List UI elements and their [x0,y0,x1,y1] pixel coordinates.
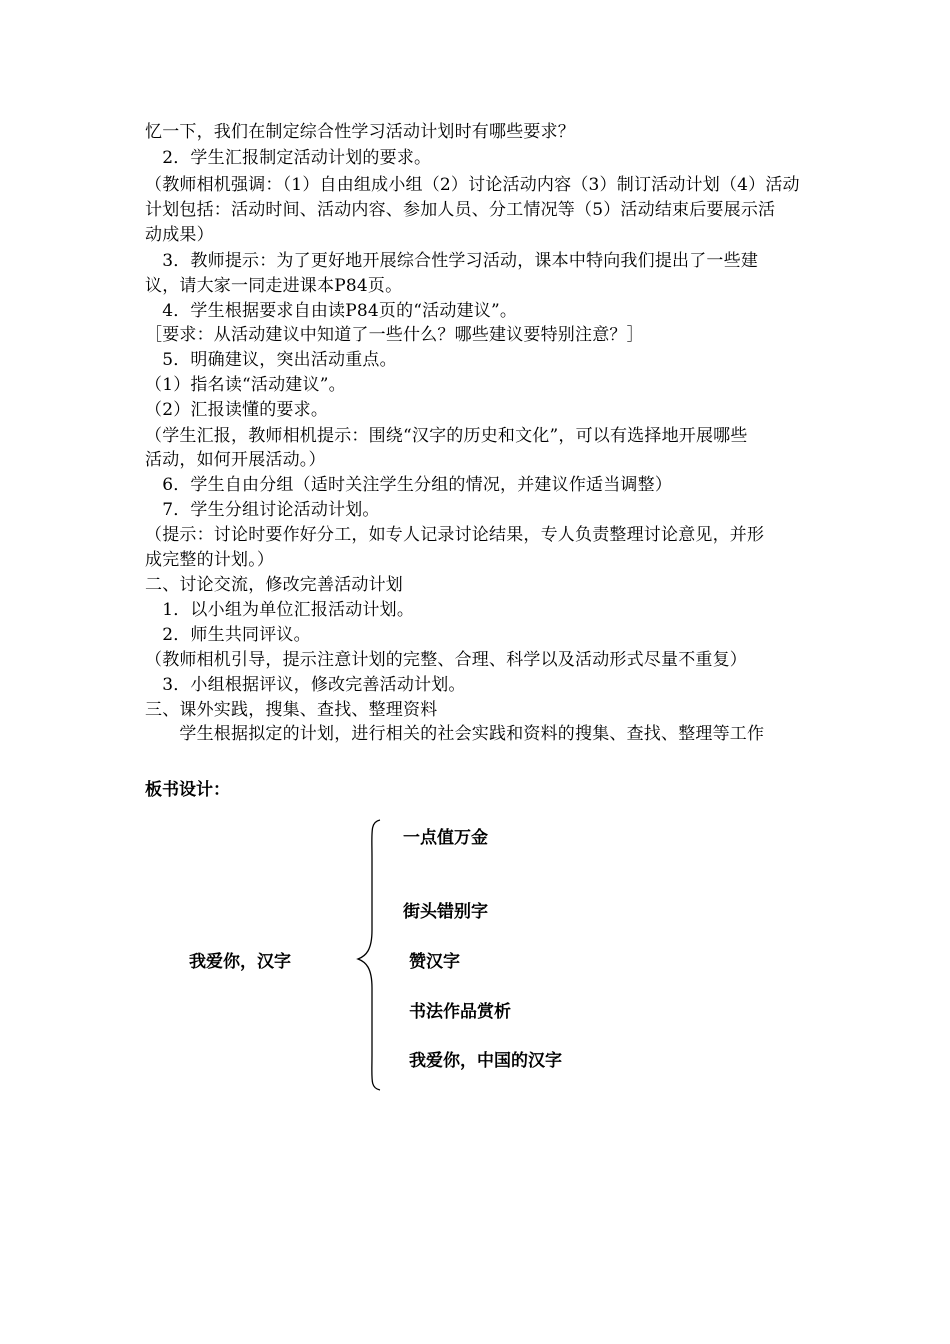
curly-brace-icon [352,818,382,1092]
text-line: （教师相机引导，提示注意计划的完整、合理、科学以及活动形式尽量不重复） [145,650,747,670]
board-item: 一点值万金 [403,828,488,848]
text-line: 3．教师提示：为了更好地开展综合性学习活动，课本中特向我们提出了一些建 [145,251,759,271]
text-line: 议，请大家一同走进课本P84页。 [145,276,403,296]
board-design-heading: 板书设计： [145,780,230,800]
text-line: 动成果） [145,225,214,245]
text-line: 2．师生共同评议。 [145,625,311,645]
text-line: 活动，如何开展活动。） [145,450,326,470]
text-line: ［要求：从活动建议中知道了一些什么？哪些建议要特别注意？］ [145,325,644,345]
text-line: （学生汇报，教师相机提示：围绕“汉字的历史和文化”，可以有选择地开展哪些 [145,426,748,446]
text-line: 4．学生根据要求自由读P84页的“活动建议”。 [145,301,518,321]
text-line: 忆一下，我们在制定综合性学习活动计划时有哪些要求？ [145,122,575,142]
text-line: 计划包括：活动时间、活动内容、参加人员、分工情况等（5）活动结束后要展示活 [145,200,776,220]
text-line: 学生根据拟定的计划，进行相关的社会实践和资料的搜集、查找、整理等工作 [145,724,765,744]
board-item: 街头错别字 [403,902,488,922]
text-line: 6．学生自由分组（适时关注学生分组的情况，并建议作适当调整） [145,475,673,495]
text-line: （提示：讨论时要作好分工，如专人记录讨论结果，专人负责整理讨论意见，并形 [145,525,765,545]
section-heading: 二、讨论交流，修改完善活动计划 [145,575,403,595]
section-heading: 三、课外实践，搜集、查找、整理资料 [145,700,438,720]
text-line: （2）汇报读懂的要求。 [145,400,329,420]
text-line: （1）指名读“活动建议”。 [145,375,346,395]
text-line: 2．学生汇报制定活动计划的要求。 [145,148,432,168]
text-line: 成完整的计划。） [145,550,275,570]
text-line: 5．明确建议，突出活动重点。 [145,350,397,370]
board-main-topic: 我爱你，汉字 [189,952,291,972]
text-line: 7．学生分组讨论活动计划。 [145,500,380,520]
text-line: 3．小组根据评议，修改完善活动计划。 [145,675,466,695]
text-line: （教师相机强调：（1）自由组成小组（2）讨论活动内容（3）制订活动计划（4）活动 [145,175,800,195]
board-item: 我爱你，中国的汉字 [409,1051,562,1071]
text-line: 1．以小组为单位汇报活动计划。 [145,600,415,620]
board-item: 书法作品赏析 [409,1002,511,1022]
board-item: 赞汉字 [409,952,460,972]
